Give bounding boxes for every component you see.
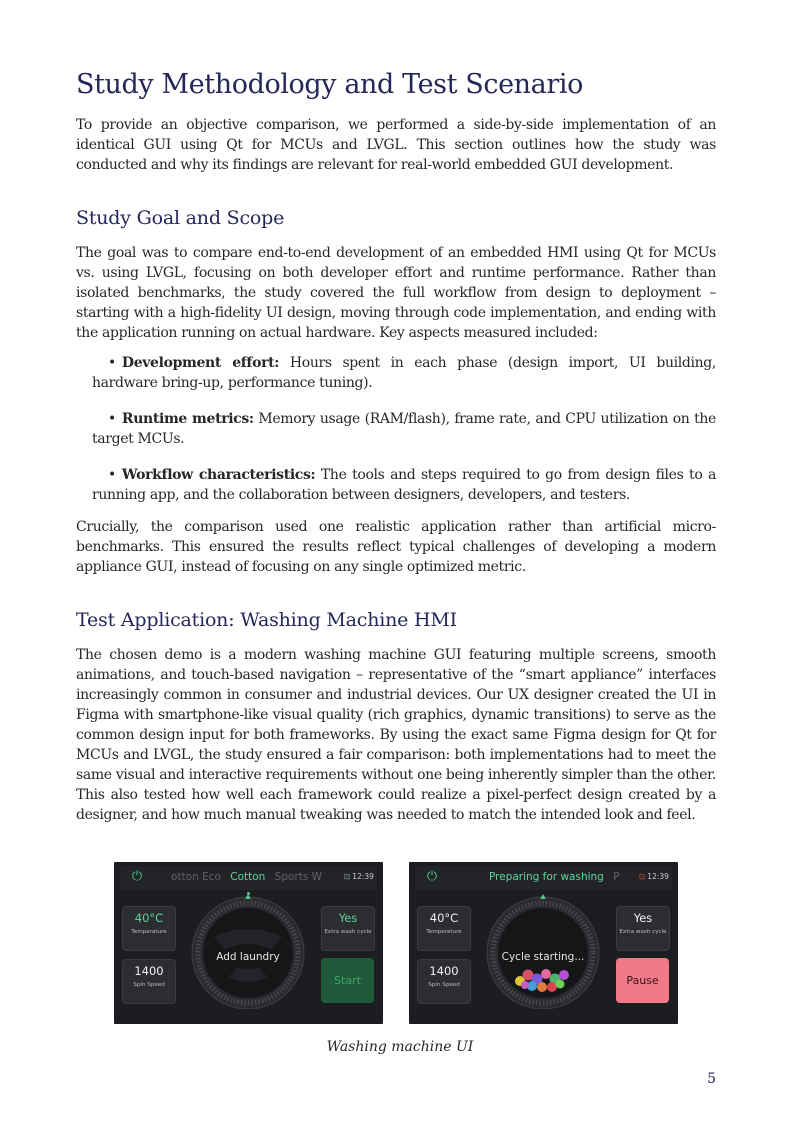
status-tabs [489, 871, 626, 883]
lock-icon: ⊡ [639, 872, 646, 881]
status-clock [344, 872, 374, 881]
temperature-value: 40°C [429, 911, 459, 925]
drum-label: Add laundry [216, 951, 280, 963]
extra-wash-tile [321, 906, 375, 951]
bullet-term: Runtime metrics: [121, 411, 254, 427]
extra-wash-label: Extra wash cycle [619, 929, 667, 935]
bullet-workflow-characteristics [92, 465, 716, 505]
hmi-screenshot-running [409, 862, 678, 1024]
pause-button: Pause [616, 958, 669, 1003]
drum-graphic [189, 891, 307, 1009]
temperature-label: Temperature [426, 929, 462, 935]
spin-speed-value: 1400 [429, 964, 459, 978]
section-heading-goal: Study Goal and Scope [76, 207, 285, 229]
spin-speed-value: 1400 [134, 964, 164, 978]
spin-speed-tile [417, 959, 471, 1004]
extra-wash-value: Yes [633, 911, 653, 925]
hmi-screenshot-idle [114, 862, 383, 1024]
power-icon: ⏻ [131, 869, 143, 884]
bullet-development-effort [92, 353, 716, 393]
temperature-tile [122, 906, 176, 951]
clock-time: 12:39 [647, 872, 669, 881]
figure-caption: Washing machine UI [326, 1039, 474, 1055]
status-clock [639, 872, 669, 881]
spin-speed-label: Spin Speed [428, 982, 460, 988]
status-tab: P [613, 871, 620, 883]
page-title: Study Methodology and Test Scenario [76, 69, 583, 100]
program-tab: otton Eco [171, 871, 221, 883]
intro-paragraph: To provide an objective comparison, we performed a side-by-side implementation of an identical GUI using Qt for MCUs and LVGL. This section outlines how the study was conducted and why its findings are relevant for real-world embedded GUI development. [76, 117, 716, 173]
test-application-paragraph: The chosen demo is a modern washing machine GUI featuring multiple screens, smooth animations, and touch-based navigation – representative of the “smart appliance” interfaces increasingly common in consumer and industrial devices. Our UX designer created the UI in Figma with smartphone-like visual quality (rich graphics, dynamic transitions) to serve as the common design input for both frameworks. By using the exact same Figma design for Qt for MCUs and LVGL, the study ensured a fair comparison: both implementations had to meet the same visual and interactive requirements without one being inherently simpler than the other. This also tested how well each framework could realize a pixel-perfect design created by a designer, and how much manual tweaking was needed to match the intended look and feel. [76, 647, 716, 823]
section-heading-test-application: Test Application: Washing Machine HMI [76, 609, 457, 631]
temperature-tile [417, 906, 471, 951]
bullet-runtime-metrics [92, 409, 716, 449]
page-number: 5 [707, 1071, 716, 1087]
bullet-marker: • [108, 467, 116, 483]
goal-closing-paragraph: Crucially, the comparison used one realistic application rather than artificial micro-benchmarks. This ensured the results reflect typical challenges of developing a modern appliance GUI, instead of focusing on any single optimized metric. [76, 519, 716, 575]
unlock-icon: ⊡ [344, 872, 351, 881]
spin-speed-label: Spin Speed [133, 982, 165, 988]
indicator-dot [247, 892, 250, 895]
extra-wash-value: Yes [338, 911, 358, 925]
program-tab-active: Cotton [230, 871, 266, 883]
bullet-marker: • [108, 355, 116, 371]
status-tab-active: Preparing for washing [489, 871, 604, 883]
bullet-text: The tools and steps required to go from design files to a running app, and the collaboration between designers, developers, and testers. [92, 467, 716, 503]
power-icon: ⏻ [426, 869, 438, 884]
drum-graphic [484, 891, 602, 1009]
drum-label: Cycle starting... [501, 951, 585, 963]
temperature-label: Temperature [131, 929, 167, 935]
bullet-marker: • [108, 411, 116, 427]
clock-time: 12:39 [352, 872, 374, 881]
program-tab: Sports W [274, 871, 323, 883]
goal-paragraph: The goal was to compare end-to-end development of an embedded HMI using Qt for MCUs vs. using LVGL, focusing on both developer effort and runtime performance. Rather than isolated benchmarks, the study covered the full workflow from design to deployment – starting with a high-fidelity UI design, moving through code implementation, and ending with the application running on actual hardware. Key aspects measured included: [76, 245, 716, 341]
bullet-text: Memory usage (RAM/flash), frame rate, and CPU utilization on the target MCUs. [92, 411, 716, 447]
bullet-text: Hours spent in each phase (design import, UI building, hardware bring-up, performance tuning). [92, 355, 716, 391]
extra-wash-label: Extra wash cycle [324, 929, 372, 935]
program-tabs [171, 871, 328, 883]
extra-wash-tile [616, 906, 670, 951]
temperature-value: 40°C [134, 911, 164, 925]
spin-speed-tile [122, 959, 176, 1004]
bullet-term: Workflow characteristics: [121, 467, 316, 483]
bullet-term: Development effort: [121, 355, 280, 371]
start-button: Start [321, 958, 374, 1003]
